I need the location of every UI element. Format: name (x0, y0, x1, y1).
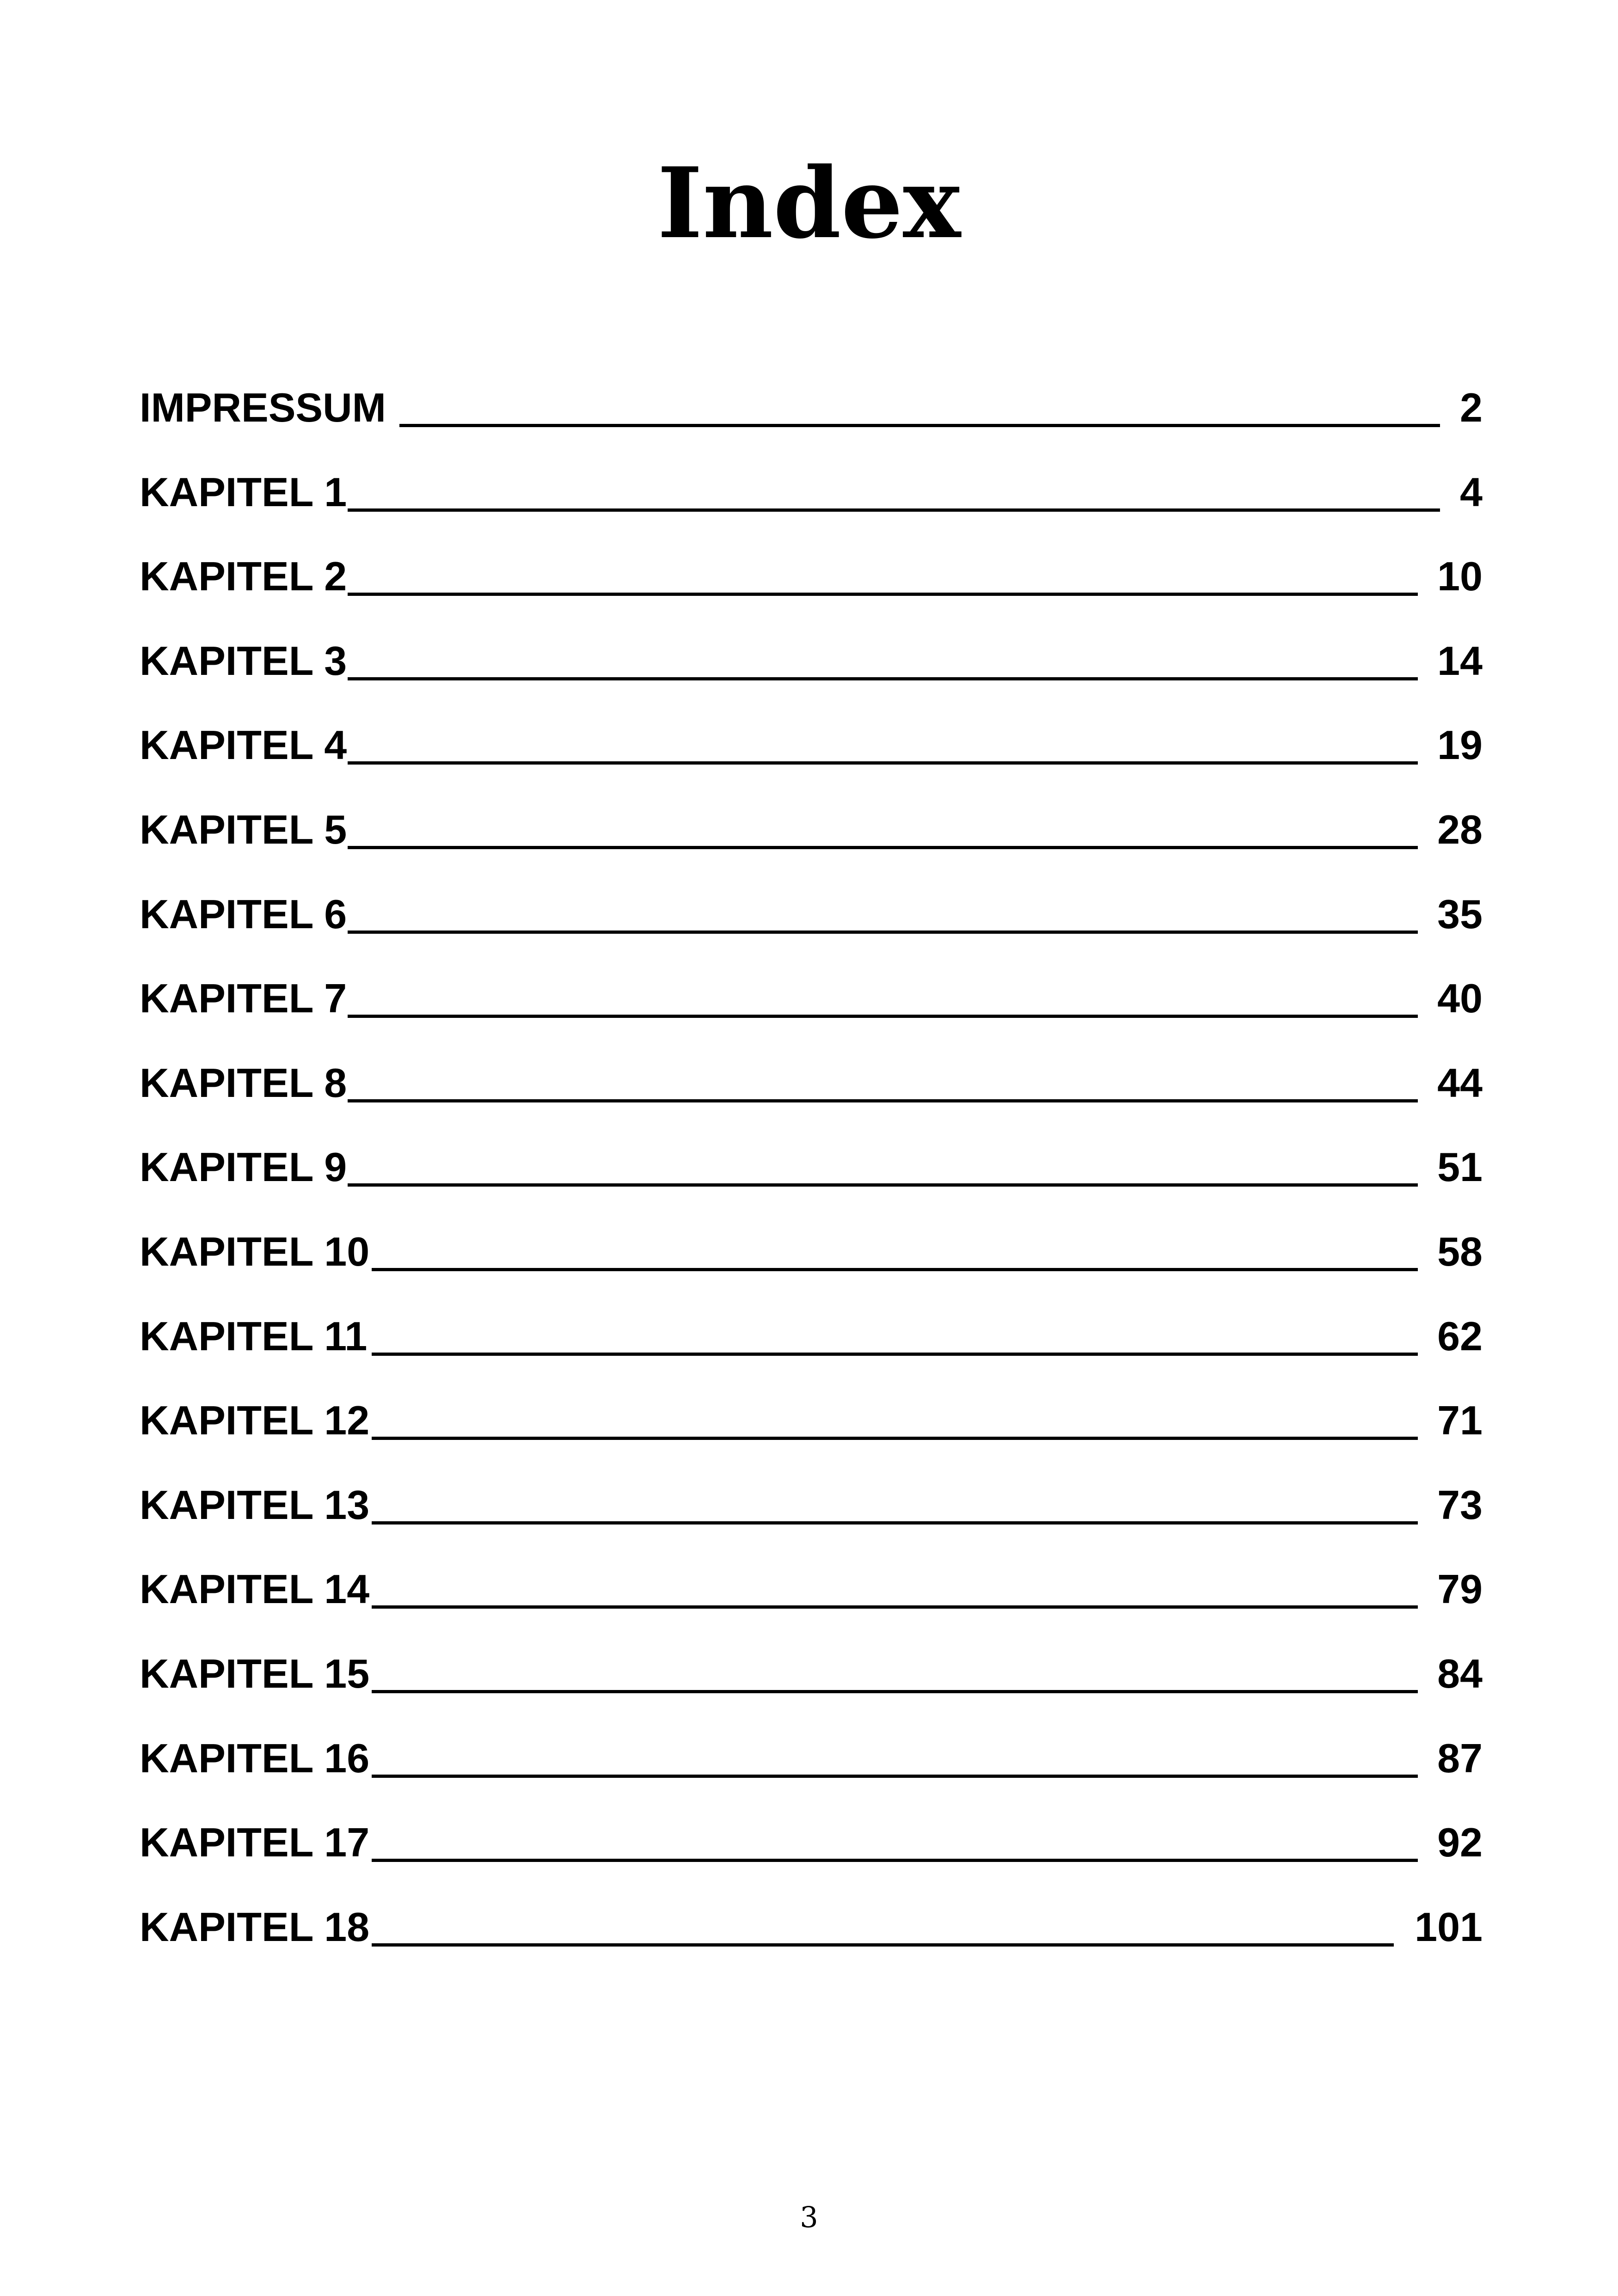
toc-entry-kapitel-6[interactable] (140, 879, 1483, 963)
toc-entry-page: 71 (1437, 1397, 1483, 1444)
toc-entry-page: 101 (1415, 1904, 1483, 1950)
toc-entry-kapitel-2[interactable] (140, 541, 1483, 625)
toc-entry-page: 40 (1437, 975, 1483, 1022)
toc-entry-page: 92 (1437, 1819, 1483, 1866)
toc-entry-page: 28 (1437, 806, 1483, 852)
toc-entry-kapitel-1[interactable] (140, 457, 1483, 541)
toc-leader-line (372, 1775, 1418, 1778)
toc-leader-line (372, 1943, 1394, 1947)
toc-leader-line (348, 1015, 1418, 1018)
toc-leader-line (399, 424, 1440, 427)
toc-entry-label: IMPRESSUM (140, 385, 386, 430)
toc-entry-kapitel-17[interactable] (140, 1807, 1483, 1892)
table-of-contents (140, 372, 1483, 1976)
page-title: Index (657, 146, 961, 260)
toc-entry-page: 35 (1437, 891, 1483, 937)
toc-entry-kapitel-18[interactable] (140, 1892, 1483, 1976)
toc-entry-page: 58 (1437, 1228, 1483, 1274)
toc-leader-line (372, 1437, 1418, 1440)
toc-entry-page: 14 (1437, 637, 1483, 684)
toc-entry-label: KAPITEL 9 (140, 1144, 347, 1190)
toc-entry-kapitel-7[interactable] (140, 963, 1483, 1047)
toc-entry-kapitel-11[interactable] (140, 1301, 1483, 1385)
toc-entry-label: KAPITEL 11 (140, 1313, 368, 1359)
toc-entry-page: 73 (1437, 1482, 1483, 1528)
page-number: 3 (800, 2200, 818, 2234)
toc-entry-label: KAPITEL 7 (140, 975, 347, 1022)
toc-entry-label: KAPITEL 10 (140, 1228, 370, 1274)
toc-entry-label: KAPITEL 1 (140, 469, 347, 515)
toc-entry-kapitel-5[interactable] (140, 794, 1483, 879)
toc-leader-line (372, 1690, 1418, 1693)
toc-entry-label: KAPITEL 13 (140, 1482, 370, 1528)
toc-leader-line (348, 1099, 1418, 1102)
toc-entry-impressum[interactable] (140, 372, 1483, 457)
toc-entry-label: KAPITEL 15 (140, 1650, 370, 1696)
toc-entry-kapitel-8[interactable] (140, 1047, 1483, 1132)
toc-entry-page: 44 (1437, 1059, 1483, 1106)
toc-entry-page: 2 (1460, 385, 1483, 430)
toc-entry-kapitel-4[interactable] (140, 710, 1483, 794)
toc-entry-label: KAPITEL 18 (140, 1904, 370, 1950)
toc-entry-label: KAPITEL 4 (140, 722, 347, 768)
toc-entry-label: KAPITEL 14 (140, 1566, 370, 1612)
toc-entry-label: KAPITEL 5 (140, 806, 347, 852)
toc-leader-line (348, 508, 1440, 512)
toc-entry-label: KAPITEL 17 (140, 1819, 370, 1866)
toc-entry-page: 19 (1437, 722, 1483, 768)
toc-leader-line (372, 1353, 1418, 1356)
toc-entry-page: 62 (1437, 1313, 1483, 1359)
toc-entry-kapitel-10[interactable] (140, 1216, 1483, 1301)
toc-entry-kapitel-13[interactable] (140, 1469, 1483, 1554)
toc-leader-line (372, 1521, 1418, 1525)
toc-entry-page: 51 (1437, 1144, 1483, 1190)
toc-leader-line (348, 761, 1418, 765)
toc-leader-line (348, 677, 1418, 680)
toc-leader-line (372, 1605, 1418, 1609)
toc-leader-line (348, 846, 1418, 849)
toc-entry-kapitel-12[interactable] (140, 1385, 1483, 1469)
toc-entry-label: KAPITEL 2 (140, 553, 347, 600)
toc-leader-line (372, 1859, 1418, 1862)
toc-entry-kapitel-14[interactable] (140, 1554, 1483, 1638)
toc-entry-label: KAPITEL 12 (140, 1397, 370, 1444)
toc-leader-line (372, 1268, 1418, 1271)
toc-entry-kapitel-3[interactable] (140, 625, 1483, 710)
toc-entry-kapitel-9[interactable] (140, 1132, 1483, 1216)
toc-entry-label: KAPITEL 8 (140, 1059, 347, 1106)
toc-leader-line (348, 931, 1418, 934)
toc-entry-page: 87 (1437, 1735, 1483, 1781)
toc-entry-page: 84 (1437, 1650, 1483, 1696)
toc-entry-page: 79 (1437, 1566, 1483, 1612)
toc-entry-label: KAPITEL 16 (140, 1735, 370, 1781)
toc-entry-page: 4 (1460, 469, 1483, 515)
toc-entry-page: 10 (1437, 553, 1483, 600)
toc-leader-line (348, 593, 1418, 596)
toc-entry-label: KAPITEL 3 (140, 637, 347, 684)
toc-entry-label: KAPITEL 6 (140, 891, 347, 937)
toc-entry-kapitel-16[interactable] (140, 1723, 1483, 1807)
toc-leader-line (348, 1183, 1418, 1187)
toc-entry-kapitel-15[interactable] (140, 1638, 1483, 1723)
